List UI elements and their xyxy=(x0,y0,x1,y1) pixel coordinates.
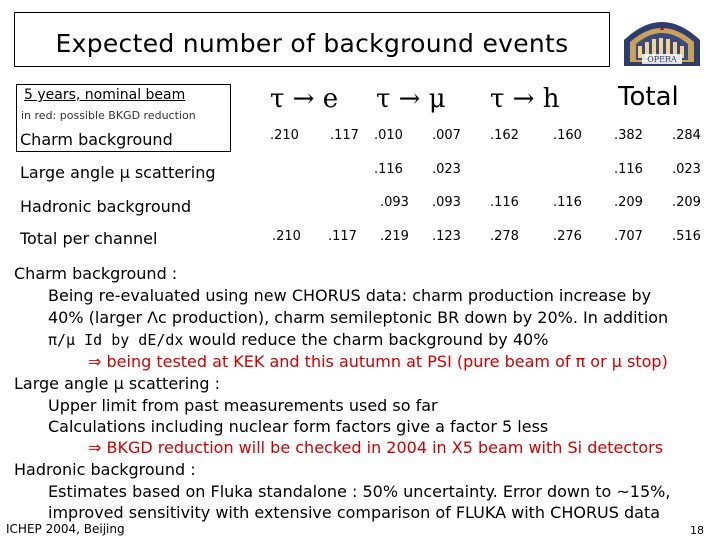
charm-line-1: Being re-evaluated using new CHORUS data: charm production increase by xyxy=(48,286,652,305)
table-cell: .382 xyxy=(614,128,643,143)
table-cell: .209 xyxy=(672,195,701,210)
title-box xyxy=(14,12,610,67)
slide-title: Expected number of background events xyxy=(55,29,569,58)
charm-line-2: 40% (larger Λc production), charm semileptonic BR down by 20%. In addition xyxy=(48,308,669,327)
table-cell: .093 xyxy=(432,195,461,210)
table-cell: .516 xyxy=(672,229,701,244)
table-cell: .023 xyxy=(672,162,701,177)
page-number: 18 xyxy=(690,524,704,537)
table-cell: .023 xyxy=(432,162,461,177)
header-total: Total xyxy=(618,82,679,112)
pid-dedx-text: π/μ Id by dE/dx xyxy=(48,331,184,349)
table-cell: .093 xyxy=(380,195,409,210)
note-line-1: 5 years, nominal beam xyxy=(24,87,186,103)
table-cell: .219 xyxy=(380,229,409,244)
header-tau-e: τ → e xyxy=(270,84,339,114)
header-tau-mu: τ → μ xyxy=(376,84,446,114)
table-cell: .117 xyxy=(328,229,357,244)
large-angle-heading: Large angle μ scattering : xyxy=(14,374,220,393)
table-cell: .116 xyxy=(553,195,582,210)
table-cell: .210 xyxy=(272,229,301,244)
row-label-charm: Charm background xyxy=(20,130,173,149)
charm-line-3-rest: would reduce the charm background by 40% xyxy=(183,330,549,349)
charm-line-3 xyxy=(48,330,548,349)
table-cell: .284 xyxy=(672,128,701,143)
charm-heading: Charm background : xyxy=(14,264,178,283)
row-label-hadronic: Hadronic background xyxy=(20,197,192,216)
opera-logo xyxy=(620,10,704,70)
table-cell: .160 xyxy=(553,128,582,143)
charm-line-4: ⇒ being tested at KEK and this autumn at PSI (pure beam of π or μ stop) xyxy=(88,352,668,371)
table-cell: .276 xyxy=(553,229,582,244)
table-cell: .117 xyxy=(330,128,359,143)
hadronic-line-1: Estimates based on Fluka standalone : 50% uncertainty. Error down to ~15%, xyxy=(48,482,671,501)
header-tau-h: τ → h xyxy=(490,84,560,114)
table-cell: .116 xyxy=(374,162,403,177)
table-cell: .116 xyxy=(490,195,519,210)
table-cell: .162 xyxy=(490,128,519,143)
table-cell: .116 xyxy=(614,162,643,177)
table-cell: .209 xyxy=(614,195,643,210)
table-cell: .707 xyxy=(614,229,643,244)
row-label-large-angle: Large angle μ scattering xyxy=(20,163,216,182)
table-cell: .278 xyxy=(490,229,519,244)
note-line-2: in red: possible BKGD reduction xyxy=(21,109,196,122)
table-cell: .010 xyxy=(374,128,403,143)
large-angle-line-1: Upper limit from past measurements used so far xyxy=(48,396,438,415)
large-angle-line-2: Calculations including nuclear form factors give a factor 5 less xyxy=(48,417,549,436)
table-cell: .007 xyxy=(432,128,461,143)
hadronic-line-2: improved sensitivity with extensive comparison of FLUKA with CHORUS data xyxy=(48,503,661,522)
table-cell: .210 xyxy=(270,128,299,143)
footer-conference: ICHEP 2004, Beijing xyxy=(6,522,125,536)
large-angle-line-3: ⇒ BKGD reduction will be checked in 2004 in X5 beam with Si detectors xyxy=(88,438,664,457)
row-label-total: Total per channel xyxy=(20,229,158,248)
table-cell: .123 xyxy=(432,229,461,244)
logo-text: OPERA xyxy=(647,55,677,64)
hadronic-heading: Hadronic background : xyxy=(14,460,196,479)
